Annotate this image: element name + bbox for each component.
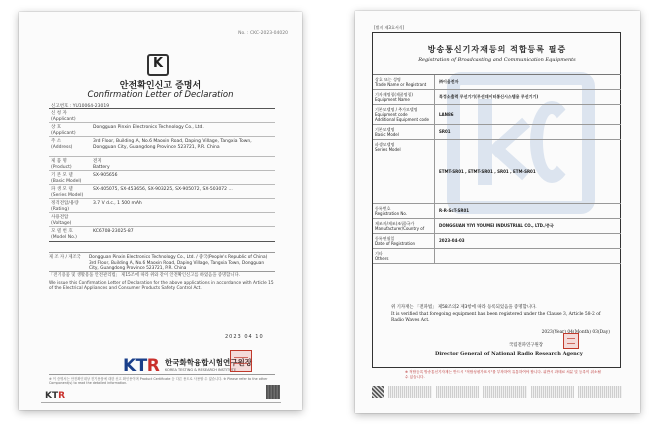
row-value: SX-405075, SX-453656, SX-903225, SX-905072, SX-503072 ... — [93, 187, 233, 192]
table-row — [373, 219, 621, 234]
divider — [49, 271, 275, 272]
registration-certificate-document — [355, 11, 640, 413]
bottom-divider — [41, 402, 281, 403]
row-value: 3.7 V d.c., 1 500 mAh — [93, 201, 142, 206]
table-row — [49, 157, 275, 171]
security-strip — [372, 386, 622, 398]
row-label: 등록번호 Registration No. — [373, 204, 435, 218]
row-value: LAN86 — [439, 111, 454, 117]
ktr-footer-logo — [45, 391, 65, 401]
certification-statement-english: It is verified that foregoing equipment has been registered under the Clause 3, Article 58-2 of Radio Waves Act. — [391, 312, 601, 324]
barcode-segment — [578, 386, 622, 398]
notice-text: ※ 적합등록 방송통신기자재는 반드시 "적합성평가표시"를 부착하여 유통하여야 합니다. 위반시 과태료 처분 및 등록이 취소될 수 있습니다. — [405, 370, 601, 379]
table-row — [49, 123, 275, 137]
row-label: 파 생 모 델 (Series Model) — [51, 187, 84, 198]
row-label: 제 품 명 (Product) — [51, 159, 72, 170]
factory-address: 3rd Floor, Building A, No.6 Maoxin Road, Daping Village, Tangxia Town, Dongguan City, Guangdong Province 523721, P.R. China — [89, 260, 265, 271]
row-value: 3rd Floor, Building A, No.6 Maoxin Road, Daping Village, Tangxia Town, Dongguan City, Guangdong Province 523721, P.R. China — [93, 139, 252, 150]
row-value: Dongguan Pinxin Electronics Technology Co., Ltd. — [93, 125, 204, 130]
ktr-footer-logo-main: KT — [45, 391, 59, 401]
registration-info-table — [373, 74, 621, 264]
table-row — [49, 109, 275, 123]
row-label: 기본모델명 Basic Model — [373, 125, 435, 139]
row-label: 제조자/제조(조립)국가 Manufacturer/Country of — [373, 219, 435, 233]
table-row — [373, 204, 621, 219]
declaration-note — [49, 273, 275, 292]
table-row — [49, 199, 275, 213]
table-row — [49, 227, 275, 241]
form-number: [별지 제3호서식] — [374, 25, 405, 30]
document-title-korean: 안전확인신고 증명서 — [119, 81, 202, 91]
ktr-logo-accent: R — [146, 356, 160, 376]
row-label: 기타 Others — [373, 249, 435, 263]
footer-disclaimer: ※ 이 증명서는 안전확인대상 전기용품에 대한 신고 확인용이며 Product Certificate 등 다른 용도로 사용할 수 없습니다. ※ Please refer to the other Component(s) to read the detailed information. — [49, 377, 268, 386]
table-row — [373, 140, 621, 204]
ktr-footer-logo-accent: R — [58, 391, 66, 401]
official-seal-stamp — [563, 333, 579, 349]
row-label: 상 호 (Applicant) — [51, 125, 76, 136]
barcode-segment — [436, 386, 480, 398]
row-value: 2023-04-03 — [439, 238, 465, 244]
row-label: 상호 또는 성명 Trade Name or Registrant — [373, 75, 435, 89]
row-value: DONGGUAN YIYI YOUMEI INDUSTRIAL CO., LTD./중국 — [439, 223, 554, 229]
row-label: 모 델 번 호 (Model No.) — [51, 229, 77, 240]
divider — [49, 252, 275, 253]
ktr-logo-main: KT — [123, 356, 147, 376]
issuer-english: Director General of National Radio Research Agency — [435, 351, 583, 357]
table-row — [373, 105, 621, 125]
issuing-organization-english: KOREA TESTING & RESEARCH INSTITUTE — [165, 368, 237, 372]
certification-statement-korean: 위 기자재는 「전파법」 제58조의2 제3항에 따라 등록되었음을 증명합니다. — [391, 305, 537, 310]
table-row — [49, 171, 275, 185]
row-label: 등록연월일 Date of Registration — [373, 234, 435, 248]
manufacturer-block — [49, 255, 275, 272]
certificate-title-korean: 방송통신기자재등의 적합등록 필증 — [427, 45, 567, 54]
row-value: ETMT-SR01 , ETMT-SR01 , SR01 , ETM-SR01 — [439, 168, 536, 174]
registration-date: 2023(Year) 04(Month) 03(Day) — [541, 330, 610, 335]
row-value: SX-905656 — [93, 173, 118, 178]
row-value: SR01 — [439, 129, 451, 135]
row-value: R-R-ScT-SR01 — [439, 208, 470, 214]
row-label: 기자재명칭(제품명칭) Equipment Name — [373, 90, 435, 104]
row-value: ㈜이음전자 — [439, 79, 459, 85]
table-row — [49, 213, 275, 227]
applicant-info-table — [49, 108, 275, 242]
barcode-segment — [531, 386, 575, 398]
row-label: 파생모델명 Series Model — [373, 140, 435, 203]
ktr-logo — [123, 356, 159, 376]
kc-mark-logo: K — [147, 54, 169, 76]
table-row — [49, 137, 275, 157]
issuing-organization: 한국화학융합시험연구원장 — [165, 358, 252, 367]
row-label: 기본모델명 / 추가모델명 Equipment code Additional Equipment code — [373, 105, 435, 124]
document-title-english: Confirmation Letter of Declaration — [87, 90, 234, 100]
row-value — [89, 109, 275, 122]
row-value — [435, 249, 621, 263]
declaration-number: 신고번호 : YU10064-23019 — [51, 104, 110, 109]
certificate-title-english: Registration of Broadcasting and Communication Equipments — [418, 57, 576, 63]
row-label: 사용전압 (Voltage) — [51, 215, 72, 226]
table-row — [373, 125, 621, 140]
serial-number: No. : CKC-2023-04020 — [238, 31, 288, 36]
row-label: 정격전압/용량 (Rating) — [51, 201, 79, 212]
table-row — [49, 185, 275, 199]
table-row — [373, 249, 621, 264]
barcode-segment — [388, 386, 432, 398]
row-label: 신 청 자 (Applicant) — [51, 111, 76, 122]
qr-code-icon — [266, 385, 280, 399]
confirmation-letter-document — [19, 12, 302, 410]
issue-date: 2023 04 10 — [225, 334, 264, 340]
qr-code-icon — [372, 386, 384, 398]
table-row — [373, 90, 621, 105]
manufacturer-value: Dongguan Pinxin Electronics Technology Co., Ltd. / 중국(People's Republic of China) — [89, 255, 268, 260]
note-english: We issue this Confirmation Letter of Declaration for the above applications in accordance with Article 15 of the Electrical Appliances and Consumer Products Safety Control Act. — [49, 280, 274, 291]
divider — [49, 374, 275, 375]
row-value: 전지 Battery — [93, 159, 110, 170]
row-value — [89, 213, 275, 226]
official-seal-stamp — [230, 350, 252, 372]
row-value: 특정소출력 무선기기(무선데이터통신시스템용 무선기기) — [439, 94, 539, 100]
barcode-segment — [483, 386, 527, 398]
row-label: 기 본 모 델 (Basic Model) — [51, 173, 82, 184]
table-row — [373, 75, 621, 90]
row-value: KC6708-23025-87 — [93, 229, 134, 234]
table-row — [373, 234, 621, 249]
row-label: 주 소 (Address) — [51, 139, 73, 150]
issuer-korean: 국립전파연구원장 — [509, 343, 543, 348]
note-korean: 「전기용품 및 생활용품 안전관리법」 제15조에 따라 위와 같이 안전확인신고를 하였음을 증명합니다. — [49, 273, 240, 278]
manufacturer-label: 제 조 자 / 제조국 — [49, 255, 81, 260]
